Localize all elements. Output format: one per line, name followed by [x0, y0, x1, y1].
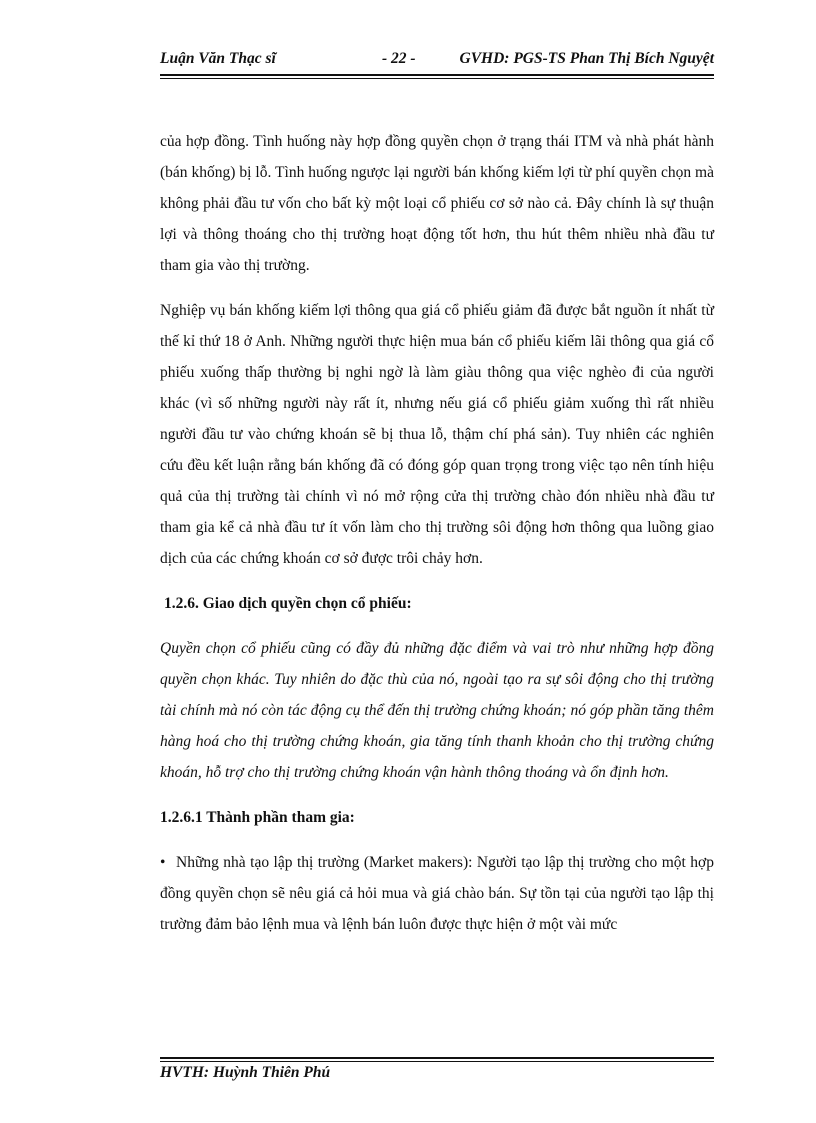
page-header: [160, 50, 714, 72]
section-heading-1-2-6-1: 1.2.6.1 Thành phần tham gia:: [160, 809, 355, 826]
footer-rule-thick: [160, 1057, 714, 1059]
paragraph-1: của hợp đồng. Tình huống này hợp đồng quyền chọn ở trạng thái ITM và nhà phát hành (bán khống) bị lỗ. Tình huống ngược lại người bán khống kiếm lợi từ phí quyền chọn mà không phải đầu tư vốn cho bất kỳ một loại cổ phiếu cơ sở nào cả. Đây chính là sự thuận lợi và thông thoáng cho thị trường hoạt động tốt hơn, thu hút thêm nhiều nhà đầu tư tham gia vào thị trường.: [160, 133, 714, 274]
bullet-icon: •: [160, 854, 166, 871]
footer-rule-thin: [160, 1061, 714, 1062]
page-footer-author: HVTH: Huỳnh Thiên Phú: [160, 1064, 331, 1081]
page-body: [160, 126, 714, 954]
section-heading-1-2-6: 1.2.6. Giao dịch quyền chọn cổ phiếu:: [164, 595, 412, 612]
header-rule-thick: [160, 74, 714, 76]
paragraph-3-italic: Quyền chọn cổ phiếu cũng có đầy đủ những đặc điểm và vai trò như những hợp đồng quyền chọn khác. Tuy nhiên do đặc thù của nó, ngoài tạo ra sự sôi động cho thị trường tài chính mà nó còn tác động cụ thể đến thị trường chứng khoán; nó góp phần tăng thêm hàng hoá cho thị trường chứng khoán, gia tăng tính thanh khoản cho thị trường chứng khoán, hỗ trợ cho thị trường chứng khoán vận hành thông thoáng và ổn định hơn.: [160, 640, 714, 781]
bullet-text: Những nhà tạo lập thị trường (Market makers): Người tạo lập thị trường cho một hợp đồng quyền chọn sẽ nêu giá cả hỏi mua và giá chào bán. Sự tồn tại của người tạo lập thị trường đảm bảo lệnh mua và lệnh bán luôn được thực hiện ở một vài mức: [160, 854, 714, 933]
header-rule-thin: [160, 78, 714, 79]
bullet-paragraph: [160, 847, 714, 940]
header-page-number: - 22 -: [382, 50, 416, 67]
paragraph-2: Nghiệp vụ bán khống kiếm lợi thông qua giá cổ phiếu giảm đã được bắt nguồn ít nhất từ thế kỉ thứ 18 ở Anh. Những người thực hiện mua bán cổ phiếu kiếm lãi thông qua giá cổ phiếu xuống thấp thường bị nghi ngờ là làm giàu thông qua việc nghèo đi của người khác (vì số những người này rất ít, nhưng nếu giá cổ phiếu giảm xuống thì rất nhiều người đầu tư vào chứng khoán sẽ bị thua lỗ, thậm chí phá sản). Tuy nhiên các nghiên cứu đều kết luận rằng bán khống đã có đóng góp quan trọng trong việc tạo nên tính hiệu quả của thị trường tài chính vì nó mở rộng cửa thị trường chào đón nhiều nhà đầu tư tham gia kể cả nhà đầu tư ít vốn làm cho thị trường sôi động hơn thông qua luồng giao dịch của các chứng khoán cơ sở được trôi chảy hơn.: [160, 302, 714, 567]
header-supervisor: GVHD: PGS-TS Phan Thị Bích Nguyệt: [459, 50, 714, 67]
header-thesis-title: Luận Văn Thạc sĩ: [160, 50, 276, 67]
